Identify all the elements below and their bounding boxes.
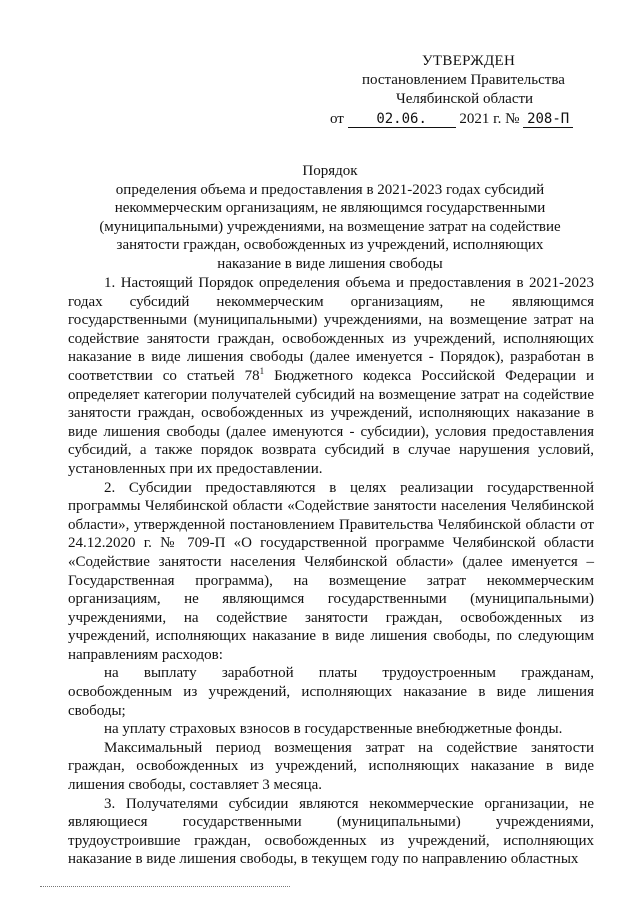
paragraph-1-part-b: Бюджетного кодекса Российской Федерации и определяет категории получателей субсидий на возмещение затрат на содействие занятости граждан, освобожденных из учреждений, исполняющих наказание в виде лишения свободы (далее именуются - субсидии), условия предоставления субсидий, а также порядок возврата субсидий в случае нарушения условий, установленных при их предоставлении. [68,367,594,477]
approval-line-1: постановлением Правительства [362,72,565,88]
article-superscript: 1 [259,365,265,376]
footer-divider [40,886,290,887]
approval-line-2: Челябинской области [396,91,534,107]
date-prefix: от [330,111,344,127]
decree-year: 2021 г. № [459,111,520,127]
paragraph-1 [68,274,594,479]
paragraph-2: 2. Субсидии предоставляются в целях реализации государственной программы Челябинской области «Содействие занятости населения Челябинской области», утвержденной постановлением Правительства Челябинской области от 24.12.2020 г. № 709-П «О государственной программе Челябинской области «Содействие занятости населения Челябинской области» (далее именуется – Государственная программа), на возмещение затрат некоммерческим организациям, не являющимся государственными (муниципальными) учреждениями, на содействие занятости граждан, освобожденных из учреждений, исполняющих наказание в виде лишения свободы, по следующим направлениям расходов: [68,479,594,663]
approval-date-line [330,110,615,129]
approval-stamp [330,52,615,129]
document-heading [90,162,570,273]
paragraph-5: Максимальный период возмещения затрат на содействие занятости граждан, освобожденных из учреждений, исполняющих наказание в виде лишения свободы, составляет 3 месяца. [68,739,594,794]
decree-date: 02.06. [348,111,456,128]
decree-number: 208-П [523,111,573,128]
paragraph-1-part-a: 1. Настоящий Порядок определения объема и предоставления в 2021-2023 годах субсидий некоммерческим организациям, не являющимся государственными (муниципальными) учреждениями, на возмещение затрат на содействие занятости граждан, освобожденных из учреждений, исполняющих наказание в виде лишения свободы (далее именуется - Порядок), разработан в соответствии со статьей 78 [68,275,594,384]
paragraph-3: на выплату заработной платы трудоустроенным гражданам, освобожденным из учреждений, исполняющих наказание в виде лишения свободы; [68,665,594,719]
heading-title: Порядок [302,163,358,179]
document-body [68,274,594,869]
paragraph-4: на уплату страховых взносов в государственные внебюджетные фонды. [104,721,563,738]
paragraph-6: 3. Получателями субсидии являются некоммерческие организации, не являющиеся государственными (муниципальными) учреждениями, трудоустроившие граждан, освобожденных из учреждений, исполняющих наказание в виде лишения свободы, в текущем году по направлению областных [68,795,594,868]
approval-title: УТВЕРЖДЕН [422,53,516,69]
heading-text: определения объема и предоставления в 2021-2023 годах субсидий некоммерческим организациям, не являющимся государственными (муниципальными) учреждениями, на возмещение затрат на содействие занятости граждан, освобожденных из учреждений, исполняющих наказание в виде лишения свободы [99,181,561,272]
